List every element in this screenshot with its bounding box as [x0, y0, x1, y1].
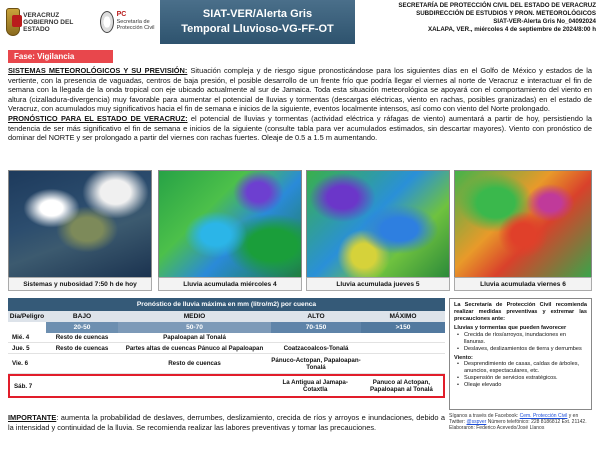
caption-thu: Lluvia acumulada jueves 5: [306, 277, 450, 291]
range-alto: 70-150: [271, 322, 361, 333]
measure-item: • Suspensión de servicios estratégicos.: [454, 375, 587, 382]
forecast-label: PRONÓSTICO PARA EL ESTADO DE VERACRUZ:: [8, 113, 188, 123]
rain-map-wed: [158, 170, 302, 278]
systems-text: Situación compleja y de riesgo sigue pronosticándose para los siguientes días en el Golfo de México y estados de la vertiente, con la presencia de vaguadas, centros de baja presión, el posible desarrollo de un frente frío que podría llegar el viernes al norte de Veracruz e interactuar el fin de semana con la llegada de la onda tropical con eje ubicado actualmente al sur de Jamaica. Toda esta situación meteorológica se apoyará con el comportamiento del viento en altura (cizalladura-divergencia) muy favorable para aumentar el potencial de lluvias y tormentas (descargas eléctricas, viento en rachas, posibles granizadas) en el estado de Veracruz, con acumulados muy significativos hacia el fin de semana e inicios de la siguiente, eventos localmente intensos, así como con viento del Norte prolongado.: [8, 66, 593, 114]
table-row: Jue. 5 Resto de cuencas Partes altas de cuencas Pánuco al Papaloapan Coatzacoalcos-Tonalá: [8, 343, 445, 354]
caption-fri: Lluvia acumulada viernes 6: [454, 277, 592, 291]
rain-map-fri: [454, 170, 592, 278]
header-info: [355, 0, 600, 44]
range-maximo: >150: [361, 322, 445, 333]
satellite-image: [8, 170, 152, 278]
caption-satellite: Sistemas y nubosidad 7:50 h de hoy: [8, 277, 152, 291]
table-row: Mié. 4 Resto de cuencas Papaloapan al Tonalá: [8, 333, 445, 343]
pc-logo-subtitle: Secretaría de Protección Civil: [116, 18, 155, 32]
veracruz-logo-text: VERACRUZ GOBIERNO DEL ESTADO: [23, 11, 74, 33]
bulletin-number: SIAT-VER-Alerta Gris No_04092024: [493, 18, 596, 25]
contact-footer: Síganos a través de Facebook: Cem. Protección Civil y en Twitter: @sspver Número telefónico: 228 8186812 Ext. 21142. Elaboraron: Federico Acevedo/José Llanos: [449, 413, 587, 432]
important-text: : aumenta la probabilidad de deslaves, derrumbes, deslizamiento, crecida de ríos y arroyos e inundaciones, debido a la intensidad y continuidad de la lluvia. Se recomienda realizar las labores preventivas y tomar las precauciones.: [8, 413, 445, 432]
table-title: Pronóstico de lluvia máxima en mm (litro/m2) por cuenca: [8, 298, 445, 311]
rain-forecast-table: [8, 298, 445, 410]
header-bajo: BAJO: [72, 313, 92, 320]
org-name: SECRETARÍA DE PROTECCIÓN CIVIL DEL ESTADO DE VERACRUZ: [398, 2, 596, 9]
preventive-measures: [449, 298, 592, 410]
title-band: [160, 0, 355, 44]
pc-logo-mark: PC: [116, 11, 127, 19]
table-row: Vie. 6 Resto de cuencas Pánuco-Actopan, Papaloapan-Tonalá: [8, 354, 445, 374]
measure-item: • Desprendimiento de casas, caídas de árboles, anuncios, espectaculares, etc.: [454, 361, 587, 375]
header-medio: MEDIO: [183, 313, 206, 320]
forecast-paragraph: [8, 114, 592, 143]
forecast-text: el potencial de lluvias y tormentas (actividad eléctrica y ráfagas de viento) aumentará a partir de hoy, persistiendo la tendencia de ser más significativo el fin de semana e inicios de la siguiente (consulte tabla para ver acumulados estimados, sin descartar mayores). Viento con pronóstico de dominar del NORTE y ser prolongado a partir del viernes con rachas fuertes. Oleaje de 0.5 a 1.5 m aumentando.: [8, 113, 592, 143]
measure-item: • Oleaje elevado: [454, 382, 587, 389]
table-row-highlighted: Sáb. 7 La Antigua al Jamapa-Cotaxtla Panuco al Actopan, Papaloapan al Tonalá: [8, 374, 445, 398]
twitter-link[interactable]: @sspver: [466, 419, 487, 426]
systems-label: SISTEMAS METEOROLÓGICOS Y SU PREVISIÓN:: [8, 66, 188, 75]
range-empty: [8, 322, 46, 333]
logo-area: [0, 0, 160, 44]
veracruz-logo: [6, 8, 94, 36]
range-bajo: 20-50: [46, 322, 118, 333]
image-strip: [8, 168, 592, 296]
table-ranges: [8, 322, 445, 333]
org-subdirection: SUBDIRECCIÓN DE ESTUDIOS Y PRON. METEOROLÓGICOS: [416, 10, 596, 17]
phase-badge: Fase: Vigilancia: [8, 50, 113, 63]
important-note: [8, 413, 445, 432]
important-label: IMPORTANTE: [8, 413, 57, 422]
rain-map-thu: [306, 170, 450, 278]
header-maximo: MÁXIMO: [389, 313, 417, 320]
header-alto: ALTO: [307, 313, 325, 320]
measure-item: • Crecida de ríos/arroyos, inundaciones en llanuras.: [454, 332, 587, 346]
alert-title: SIAT-VER/Alerta Gris: [202, 8, 313, 20]
header-day: Día/Peligro: [9, 313, 45, 320]
bulletin-body: [8, 66, 592, 143]
measures-rain-title: Lluvias y tormentas que pueden favorecer: [454, 325, 567, 332]
seal-icon: [100, 11, 114, 33]
header: [0, 0, 600, 44]
measures-intro: La Secretaría de Protección Civil recomienda realizar medidas preventivas y extremar las precauciones ante:: [454, 302, 587, 322]
caption-wed: Lluvia acumulada miércoles 4: [158, 277, 302, 291]
alert-subtitle: Temporal Lluvioso-VG-FF-OT: [181, 23, 334, 35]
crest-icon: [6, 8, 20, 36]
systems-paragraph: [8, 66, 592, 114]
range-medio: 50-70: [118, 322, 271, 333]
measure-item: • Deslaves, deslizamientos de tierra y derrumbes: [454, 346, 587, 353]
table-header: [8, 311, 445, 322]
measures-wind-title: Viento:: [454, 354, 473, 361]
pc-logo: [100, 11, 160, 33]
facebook-link[interactable]: Cem. Protección Civil: [519, 413, 568, 419]
bulletin-date: XALAPA, VER., miércoles 4 de septiembre de 2024/8:00 h: [427, 26, 596, 33]
